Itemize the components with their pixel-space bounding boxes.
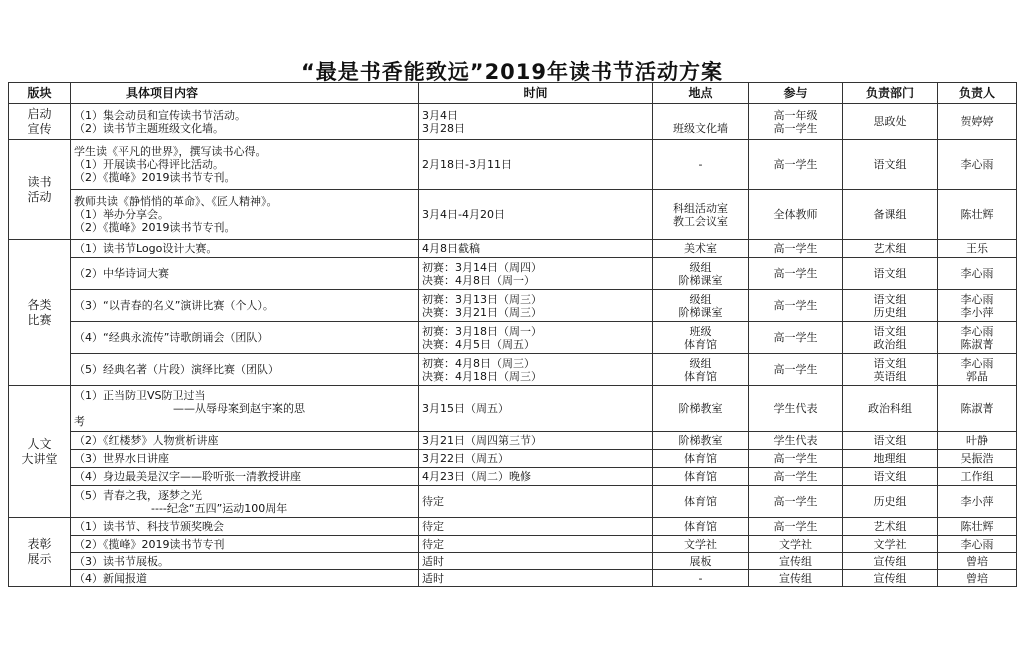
table-row — [9, 240, 1017, 258]
row-participants: 高一学生 — [749, 322, 843, 354]
row-time: 初赛：3月14日（周四） 决赛：4月8日（周一） — [419, 258, 653, 290]
table-row — [9, 450, 1017, 468]
row-content: （4）新闻报道 — [71, 570, 419, 587]
section-contests: 各类 比赛 — [9, 240, 71, 386]
row-department: 艺术组 — [843, 240, 938, 258]
row-time: 适时 — [419, 570, 653, 587]
table-row — [9, 322, 1017, 354]
row-person: 李小萍 — [938, 486, 1017, 518]
table-row — [9, 190, 1017, 240]
header-participants: 参与 — [749, 83, 843, 104]
row-place: 阶梯教室 — [653, 432, 749, 450]
row-content: 教师共读《静悄悄的革命》、《匠人精神》。 （1）举办分享会。 （2）《揽峰》2019读书节专刊。 — [71, 190, 419, 240]
row-participants: 宣传组 — [749, 553, 843, 570]
row-department: 文学社 — [843, 536, 938, 553]
row-place: 班级 体育馆 — [653, 322, 749, 354]
row-time: 初赛：3月18日（周一） 决赛：4月5日（周五） — [419, 322, 653, 354]
row-department: 语文组 — [843, 140, 938, 190]
row-participants: 高一学生 — [749, 354, 843, 386]
row-content: （1）正当防卫VS防卫过当 ——从辱母案到赵宇案的思 考 — [71, 386, 419, 432]
row-person: 陈壮辉 — [938, 190, 1017, 240]
row-person: 曾培 — [938, 553, 1017, 570]
row-content: （2）《揽峰》2019读书节专刊 — [71, 536, 419, 553]
row-place: 级组 阶梯课室 — [653, 290, 749, 322]
header-time: 时间 — [419, 83, 653, 104]
row-place: 体育馆 — [653, 486, 749, 518]
row-content: （4）身边最美是汉字——聆听张一清教授讲座 — [71, 468, 419, 486]
row-department: 政治科组 — [843, 386, 938, 432]
row-place: 文学社 — [653, 536, 749, 553]
row-participants: 学生代表 — [749, 386, 843, 432]
row-place: 级组 体育馆 — [653, 354, 749, 386]
row-content: （3）“以青春的名义”演讲比赛（个人）。 — [71, 290, 419, 322]
row-place: 级组 阶梯课室 — [653, 258, 749, 290]
row-content: （2）中华诗词大赛 — [71, 258, 419, 290]
row-person: 李心雨 郭晶 — [938, 354, 1017, 386]
section-lecture: 人文 大讲堂 — [9, 386, 71, 518]
row-participants: 学生代表 — [749, 432, 843, 450]
row-place: 体育馆 — [653, 450, 749, 468]
table-row — [9, 354, 1017, 386]
table-row — [9, 386, 1017, 432]
table-row — [9, 140, 1017, 190]
row-person: 李心雨 — [938, 536, 1017, 553]
table-row — [9, 290, 1017, 322]
row-person: 贺婷婷 — [938, 104, 1017, 140]
row-department: 备课组 — [843, 190, 938, 240]
row-content: （4）“经典永流传”诗歌朗诵会（团队） — [71, 322, 419, 354]
table-header-row — [9, 83, 1017, 104]
row-time: 3月4日 3月28日 — [419, 104, 653, 140]
row-place: 阶梯教室 — [653, 386, 749, 432]
row-department: 语文组 — [843, 468, 938, 486]
row-content: （1）读书节Logo设计大赛。 — [71, 240, 419, 258]
table-row — [9, 486, 1017, 518]
row-time: 待定 — [419, 518, 653, 536]
table-row — [9, 553, 1017, 570]
row-department: 宣传组 — [843, 553, 938, 570]
row-department: 语文组 — [843, 258, 938, 290]
row-participants: 文学社 — [749, 536, 843, 553]
row-department: 语文组 历史组 — [843, 290, 938, 322]
table-row — [9, 258, 1017, 290]
row-place: 班级文化墙 — [653, 104, 749, 140]
row-content: （5）经典名著（片段）演绎比赛（团队） — [71, 354, 419, 386]
row-time: 待定 — [419, 536, 653, 553]
row-person: 工作组 — [938, 468, 1017, 486]
row-place: 展板 — [653, 553, 749, 570]
header-person: 负责人 — [938, 83, 1017, 104]
row-content: （3）读书节展板。 — [71, 553, 419, 570]
row-department: 宣传组 — [843, 570, 938, 587]
row-person: 陈淑菁 — [938, 386, 1017, 432]
row-time: 初赛：4月8日（周三） 决赛：4月18日（周三） — [419, 354, 653, 386]
row-content: 学生读《平凡的世界》，撰写读书心得。 （1）开展读书心得评比活动。 （2）《揽峰》2019读书节专刊。 — [71, 140, 419, 190]
activity-table — [8, 82, 1017, 587]
table-row — [9, 104, 1017, 140]
row-time: 3月15日（周五） — [419, 386, 653, 432]
row-time: 适时 — [419, 553, 653, 570]
row-participants: 高一学生 — [749, 240, 843, 258]
table-row — [9, 536, 1017, 553]
row-person: 李心雨 — [938, 140, 1017, 190]
row-person: 吴振浩 — [938, 450, 1017, 468]
row-participants: 宣传组 — [749, 570, 843, 587]
row-content: （2）《红楼梦》人物赏析讲座 — [71, 432, 419, 450]
row-participants: 高一学生 — [749, 450, 843, 468]
row-participants: 高一学生 — [749, 518, 843, 536]
row-time: 3月22日（周五） — [419, 450, 653, 468]
table-row — [9, 570, 1017, 587]
row-content: （1）读书节、科技节颁奖晚会 — [71, 518, 419, 536]
header-section: 版块 — [9, 83, 71, 104]
row-place: 体育馆 — [653, 518, 749, 536]
row-place: - — [653, 140, 749, 190]
row-person: 李心雨 陈淑菁 — [938, 322, 1017, 354]
row-content: （3）世界水日讲座 — [71, 450, 419, 468]
row-participants: 高一学生 — [749, 468, 843, 486]
row-department: 艺术组 — [843, 518, 938, 536]
row-person: 叶静 — [938, 432, 1017, 450]
row-person: 王乐 — [938, 240, 1017, 258]
row-department: 语文组 — [843, 432, 938, 450]
row-department: 历史组 — [843, 486, 938, 518]
header-place: 地点 — [653, 83, 749, 104]
row-participants: 高一学生 — [749, 140, 843, 190]
row-time: 4月23日（周二）晚修 — [419, 468, 653, 486]
row-place: 科组活动室 教工会议室 — [653, 190, 749, 240]
row-participants: 全体教师 — [749, 190, 843, 240]
row-participants: 高一学生 — [749, 290, 843, 322]
row-content: （1）集会动员和宣传读书节活动。 （2）读书节主题班级文化墙。 — [71, 104, 419, 140]
row-participants: 高一年级 高一学生 — [749, 104, 843, 140]
section-launch: 启动 宣传 — [9, 104, 71, 140]
section-awards: 表彰 展示 — [9, 518, 71, 587]
table-row — [9, 518, 1017, 536]
section-reading: 读书 活动 — [9, 140, 71, 240]
row-participants: 高一学生 — [749, 258, 843, 290]
row-place: 体育馆 — [653, 468, 749, 486]
row-person: 陈壮辉 — [938, 518, 1017, 536]
row-content: （5）青春之我，逐梦之光 ----纪念“五四”运动100周年 — [71, 486, 419, 518]
row-person: 李心雨 — [938, 258, 1017, 290]
row-time: 初赛：3月13日（周三） 决赛：3月21日（周三） — [419, 290, 653, 322]
row-person: 曾培 — [938, 570, 1017, 587]
table-row — [9, 432, 1017, 450]
header-content: 具体项目内容 — [71, 83, 419, 104]
row-department: 语文组 英语组 — [843, 354, 938, 386]
row-person: 李心雨 李小萍 — [938, 290, 1017, 322]
row-time: 4月8日截稿 — [419, 240, 653, 258]
row-time: 3月21日（周四第三节） — [419, 432, 653, 450]
page-title: “最是书香能致远”2019年读书节活动方案 — [300, 60, 724, 84]
row-place: 美术室 — [653, 240, 749, 258]
table-row — [9, 468, 1017, 486]
row-department: 语文组 政治组 — [843, 322, 938, 354]
row-department: 思政处 — [843, 104, 938, 140]
row-time: 待定 — [419, 486, 653, 518]
header-department: 负责部门 — [843, 83, 938, 104]
row-department: 地理组 — [843, 450, 938, 468]
row-participants: 高一学生 — [749, 486, 843, 518]
row-place: - — [653, 570, 749, 587]
row-time: 2月18日-3月11日 — [419, 140, 653, 190]
row-time: 3月4日-4月20日 — [419, 190, 653, 240]
